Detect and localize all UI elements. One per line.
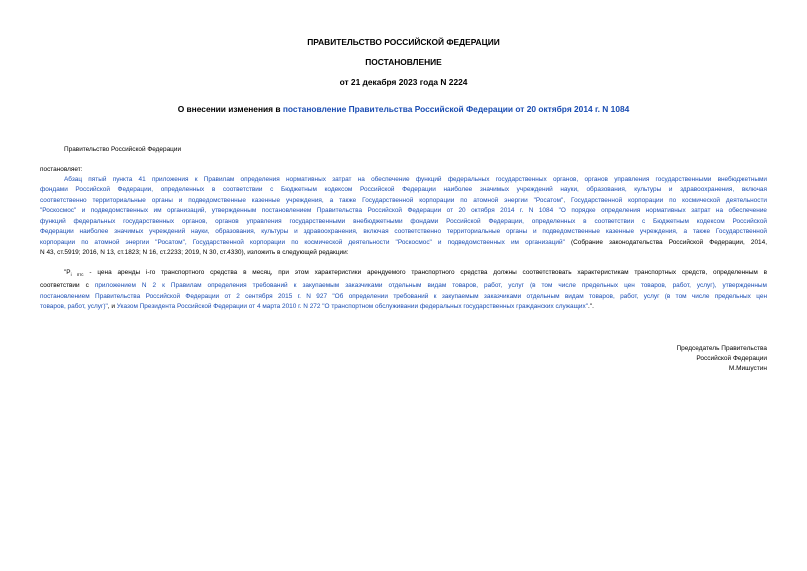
- quote-line-4-and: , и: [107, 303, 117, 310]
- quote-line-1-text: - цена аренды i-го транспортного средства в месяц, при этом характеристики арендуемого транспортного средства должны соответствовать характеристикам транспортных средств, определенным в: [83, 269, 767, 276]
- quote-open: ": [64, 269, 67, 276]
- amendment-line-1: [64, 175, 767, 185]
- quote-close: .".: [588, 303, 594, 310]
- link-appendix-2[interactable]: приложением N 2 к Правилам определения требований к закупаемым заказчиками отдельным видам товаров, работ, услуг (в том числе предельных цен товаров, работ, услуг), утвержденным: [94, 282, 767, 289]
- document-title: [0, 104, 807, 114]
- source-citation: (Собрание законодательства Российской Федерации, 2014,: [570, 238, 767, 246]
- quote-line-1: [64, 268, 767, 278]
- amendment-line-7: [40, 238, 767, 248]
- quote-line-2: [40, 281, 767, 291]
- link-clause-41[interactable]: пункта 41 приложения к Правилам определения нормативных затрат на обеспечение функций федеральных государственных органов, органов управления государственными внебюджетными: [112, 176, 768, 183]
- amendment-line-4[interactable]: "Роскосмос" и подведомственных им организаций, утвержденным постановлением Правительства Российской Федерации от 20 октября 2014 г. N 1084 "О порядке определения нормативных затрат на обеспечение: [40, 207, 767, 214]
- quote-line-2-prefix: соответствии с: [40, 282, 89, 289]
- link-decree-272[interactable]: Указом Президента Российской Федерации от 4 марта 2010 г. N 272 "О транспортном обслуживании федеральных государственных гражданских служащих": [116, 303, 589, 310]
- formula-subscript: i птс: [70, 272, 84, 277]
- amendment-line-6[interactable]: Федерации наиболее значимых учреждений науки, образования, культуры и здравоохранения, включая соответственно территориальные органы и подведомственные казенные учреждения, а также Государственной: [40, 228, 767, 235]
- intro-government: Правительство Российской Федерации: [64, 146, 182, 153]
- signature-block: [676, 344, 767, 374]
- amendment-line-5[interactable]: функций федеральных государственных органов, органов управления государственными внебюджетными фондами Российской Федерации, определенных в соответствии с Бюджетным кодексом Российской: [40, 217, 767, 225]
- link-paragraph-five[interactable]: Абзац пятый: [64, 176, 107, 183]
- quote-line-3[interactable]: постановлением Правительства Российской Федерации от 2 сентября 2015 г. N 927 "Об определении требований к закупаемым заказчиками отдельным видам товаров, работ, услуг (в том числе предельных цен: [40, 292, 767, 300]
- signature-government: Российской Федерации: [696, 355, 767, 362]
- amendment-line-2[interactable]: фондами Российской Федерации, определенных в соответствии с Бюджетным кодексом Российской Федерации наиболее значимых учреждений науки, образования, культуры и здравоохранения, включая: [40, 186, 767, 193]
- document-type: ПОСТАНОВЛЕНИЕ: [365, 57, 442, 67]
- amendment-line-3[interactable]: соответственно территориальные органы и подведомственные казенные учреждения, а также Государственной корпорации по атомной энергии "Росатом", Государственной корпорации по космической деятельности: [40, 196, 767, 204]
- intro-decrees: постановляет:: [40, 166, 83, 173]
- link-resolution-927[interactable]: товаров, работ, услуг)": [40, 303, 108, 310]
- title-link-resolution-1084[interactable]: постановление Правительства Российской Федерации от 20 октября 2014 г. N 1084: [282, 104, 630, 114]
- document-date-number: от 21 декабря 2023 года N 2224: [339, 77, 468, 87]
- signature-position: Председатель Правительства: [676, 345, 767, 352]
- formula-symbol: P: [66, 269, 71, 276]
- signature-name: М.Мишустин: [728, 365, 767, 372]
- government-heading: ПРАВИТЕЛЬСТВО РОССИЙСКОЙ ФЕДЕРАЦИИ: [307, 37, 500, 47]
- quote-line-4: [40, 302, 594, 312]
- link-resolution-title[interactable]: корпорации по атомной энергии "Росатом", Государственной корпорации по космической деятельности "Роскосмос" и подведомственных им организаций": [40, 238, 565, 246]
- amendment-line-8: N 43, ст.5919; 2016, N 13, ст.1823; N 16, ст.2233; 2019, N 30, ст.4330), изложить в следующей редакции:: [40, 249, 349, 256]
- title-prefix: О внесении изменения в: [177, 104, 283, 114]
